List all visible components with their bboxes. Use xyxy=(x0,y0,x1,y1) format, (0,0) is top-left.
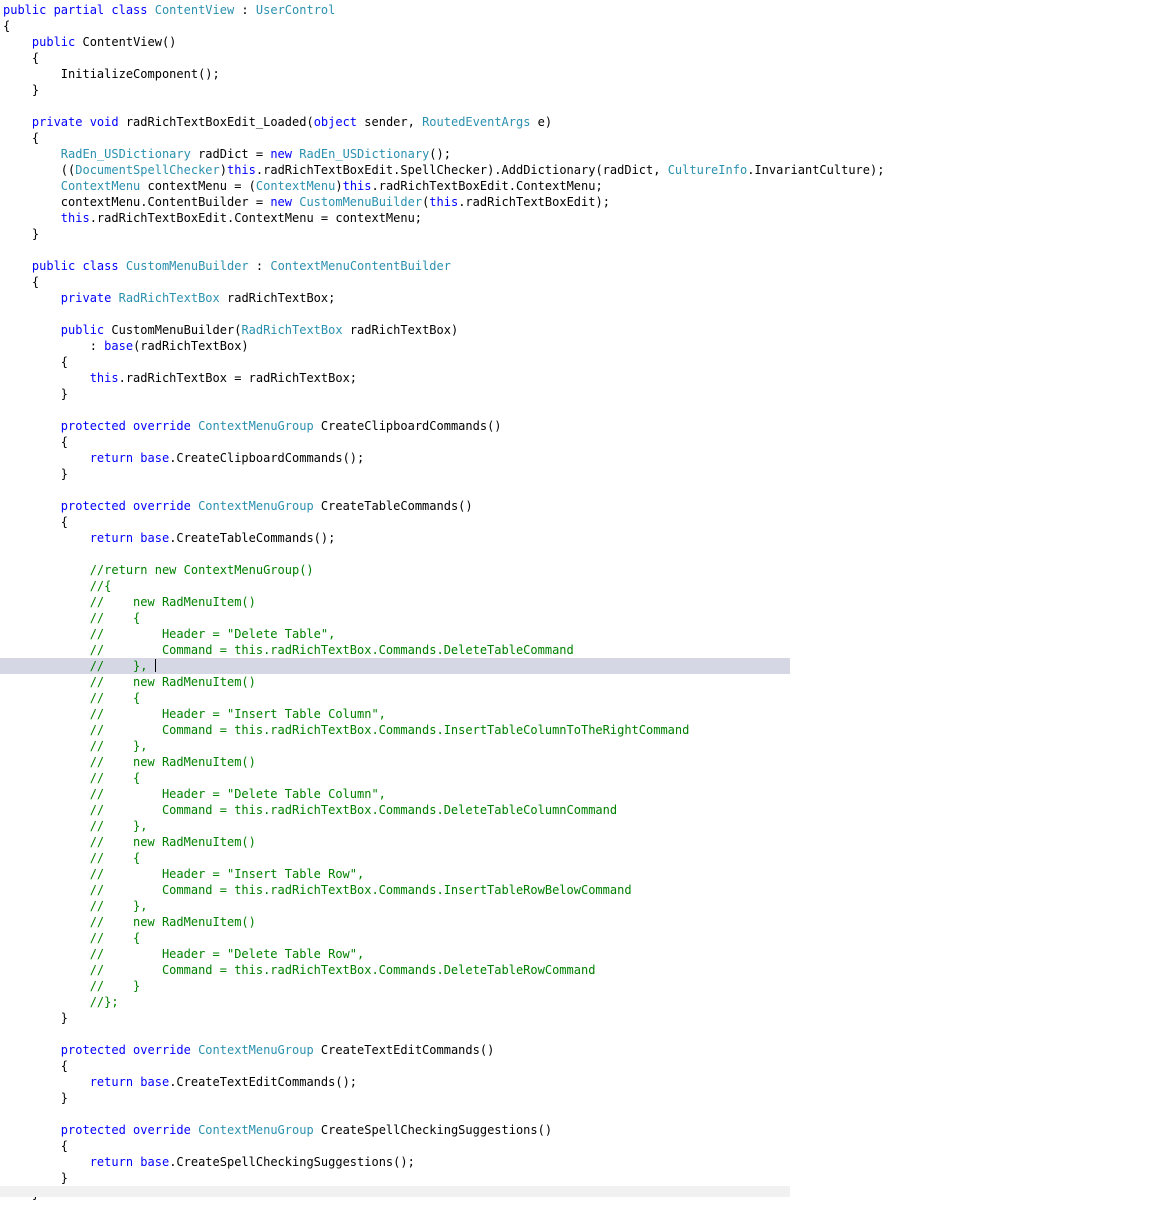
code-token: .radRichTextBoxEdit.ContextMenu; xyxy=(371,179,603,193)
code-token xyxy=(3,1123,61,1137)
code-token xyxy=(3,147,61,161)
code-token: protected override xyxy=(60,419,191,433)
code-token: // new RadMenuItem() xyxy=(3,755,256,769)
code-token xyxy=(3,371,90,385)
code-token: sender, xyxy=(357,115,423,129)
code-token: radDict = xyxy=(190,147,271,161)
code-line[interactable] xyxy=(0,1138,790,1154)
code-token xyxy=(3,35,32,49)
code-line[interactable] xyxy=(0,562,790,578)
code-token: .CreateClipboardCommands(); xyxy=(169,451,365,465)
code-token: // { xyxy=(3,931,141,945)
code-token: // }, xyxy=(3,819,148,833)
code-token: // new RadMenuItem() xyxy=(3,595,256,609)
code-token: } xyxy=(3,1171,69,1185)
code-token: .radRichTextBoxEdit); xyxy=(458,195,610,209)
code-line[interactable] xyxy=(0,994,790,1010)
code-token: this xyxy=(60,211,90,225)
code-line[interactable] xyxy=(0,466,790,482)
code-token: //return new ContextMenuGroup() xyxy=(3,563,314,577)
code-token: } xyxy=(3,83,40,97)
code-line[interactable] xyxy=(0,18,790,34)
code-token: // new RadMenuItem() xyxy=(3,675,256,689)
code-line[interactable] xyxy=(0,882,790,898)
code-token xyxy=(3,419,61,433)
code-token: } xyxy=(3,1091,69,1105)
code-line[interactable] xyxy=(0,898,790,914)
code-line[interactable] xyxy=(0,178,790,194)
code-token xyxy=(191,1123,198,1137)
code-token: CreateTableCommands() xyxy=(313,499,473,513)
code-token xyxy=(3,323,61,337)
code-token: // new RadMenuItem() xyxy=(3,835,256,849)
code-line[interactable] xyxy=(0,482,790,498)
code-line[interactable] xyxy=(0,194,790,210)
code-token xyxy=(3,115,32,129)
code-token: // { xyxy=(3,851,141,865)
code-token: CustomMenuBuilder xyxy=(125,259,249,273)
code-token xyxy=(3,1043,61,1057)
code-token: ContextMenuGroup xyxy=(198,499,314,513)
code-line[interactable] xyxy=(0,834,790,850)
code-token: //{ xyxy=(3,579,112,593)
code-token: protected override xyxy=(60,1123,191,1137)
code-token: CreateTextEditCommands() xyxy=(313,1043,495,1057)
code-token xyxy=(3,1155,90,1169)
code-token: // Command = this.radRichTextBox.Commands.DeleteTableRowCommand xyxy=(3,963,596,977)
code-token: // }, xyxy=(3,739,148,753)
code-token: public xyxy=(60,323,105,337)
code-line[interactable] xyxy=(0,34,790,50)
code-line[interactable] xyxy=(0,322,790,338)
code-line[interactable] xyxy=(0,1170,790,1186)
code-line[interactable] xyxy=(0,770,790,786)
code-line[interactable] xyxy=(0,642,790,658)
code-token xyxy=(191,419,198,433)
code-token: (); xyxy=(429,147,451,161)
code-token xyxy=(3,211,61,225)
code-token: radRichTextBoxEdit_Loaded( xyxy=(118,115,314,129)
code-token: InitializeComponent(); xyxy=(3,67,220,81)
code-line[interactable] xyxy=(0,258,790,274)
code-line[interactable] xyxy=(0,514,790,530)
code-token: ) xyxy=(219,163,227,177)
code-line[interactable] xyxy=(0,450,790,466)
code-line[interactable] xyxy=(0,114,790,130)
code-token: new xyxy=(270,147,293,161)
code-line[interactable] xyxy=(0,914,790,930)
code-token: .CreateSpellCheckingSuggestions(); xyxy=(169,1155,415,1169)
code-token: object xyxy=(313,115,358,129)
code-token: // }, xyxy=(3,659,155,673)
code-line[interactable] xyxy=(0,930,790,946)
code-token: // { xyxy=(3,691,141,705)
code-line[interactable] xyxy=(0,738,790,754)
code-line[interactable] xyxy=(0,98,790,114)
code-line[interactable] xyxy=(0,226,790,242)
code-token xyxy=(3,499,61,513)
code-token: return base xyxy=(89,1075,170,1089)
code-token: } xyxy=(3,467,69,481)
code-token: return base xyxy=(89,1155,170,1169)
code-line[interactable] xyxy=(0,2,790,18)
code-token xyxy=(3,1075,90,1089)
code-token: .radRichTextBoxEdit.SpellChecker).AddDictionary(radDict, xyxy=(255,163,668,177)
code-line[interactable] xyxy=(0,1090,790,1106)
code-line[interactable] xyxy=(0,594,790,610)
code-line[interactable] xyxy=(0,610,790,626)
code-line[interactable] xyxy=(0,1122,790,1138)
code-line[interactable] xyxy=(0,530,790,546)
code-token: // { xyxy=(3,611,141,625)
code-token xyxy=(3,291,61,305)
code-line[interactable] xyxy=(0,386,790,402)
code-line[interactable] xyxy=(0,722,790,738)
code-line[interactable] xyxy=(0,306,790,322)
code-token: // } xyxy=(3,979,141,993)
code-line[interactable] xyxy=(0,402,790,418)
code-line[interactable] xyxy=(0,242,790,258)
code-token xyxy=(191,1043,198,1057)
code-token: this xyxy=(89,371,119,385)
code-token: this xyxy=(226,163,256,177)
code-token: CultureInfo xyxy=(667,163,748,177)
code-token: CustomMenuBuilder( xyxy=(104,323,242,337)
code-line[interactable] xyxy=(0,978,790,994)
code-token: ContentView xyxy=(154,3,235,17)
code-token: e) xyxy=(530,115,553,129)
code-token: ContextMenuGroup xyxy=(198,419,314,433)
code-token: // Header = "Delete Table Row", xyxy=(3,947,365,961)
code-token: RadEn_USDictionary xyxy=(299,147,430,161)
code-token: return base xyxy=(89,451,170,465)
code-line[interactable] xyxy=(0,850,790,866)
code-token: { xyxy=(3,19,11,33)
code-token: ContextMenuGroup xyxy=(198,1043,314,1057)
code-line[interactable] xyxy=(0,626,790,642)
code-line[interactable] xyxy=(0,370,790,386)
code-line[interactable] xyxy=(0,706,790,722)
code-token: public class xyxy=(31,259,126,273)
code-line[interactable] xyxy=(0,434,790,450)
code-token: new xyxy=(270,195,292,209)
code-token: CreateClipboardCommands() xyxy=(313,419,502,433)
code-line[interactable] xyxy=(0,578,790,594)
code-token: this xyxy=(342,179,372,193)
code-token: ContextMenu xyxy=(60,179,141,193)
code-line[interactable] xyxy=(0,498,790,514)
code-token: .CreateTextEditCommands(); xyxy=(169,1075,358,1089)
code-line[interactable] xyxy=(0,1042,790,1058)
code-line[interactable] xyxy=(0,1074,790,1090)
code-token: // Command = this.radRichTextBox.Commands.DeleteTableColumnCommand xyxy=(3,803,618,817)
code-line[interactable] xyxy=(0,1026,790,1042)
code-token: (( xyxy=(3,163,76,177)
code-token: (radRichTextBox) xyxy=(133,339,249,353)
code-token: // }, xyxy=(3,899,148,913)
code-token: ) xyxy=(335,179,343,193)
code-token: CreateSpellCheckingSuggestions() xyxy=(313,1123,553,1137)
code-token: UserControl xyxy=(255,3,336,17)
code-token: : xyxy=(248,259,271,273)
code-token: //}; xyxy=(3,995,119,1009)
code-token: // Command = this.radRichTextBox.Commands.InsertTableColumnToTheRightCommand xyxy=(3,723,690,737)
code-line-current[interactable] xyxy=(0,658,790,674)
code-token: // Command = this.radRichTextBox.Commands.InsertTableRowBelowCommand xyxy=(3,883,632,897)
code-token: .radRichTextBoxEdit.ContextMenu = contextMenu; xyxy=(89,211,423,225)
code-token: { xyxy=(3,1139,69,1153)
code-line[interactable] xyxy=(0,690,790,706)
code-token: DocumentSpellChecker xyxy=(75,163,220,177)
code-token: } xyxy=(3,387,69,401)
code-token: ContextMenuGroup xyxy=(198,1123,314,1137)
code-token xyxy=(3,531,90,545)
code-token: { xyxy=(3,355,69,369)
code-token: radRichTextBox; xyxy=(219,291,336,305)
code-line[interactable] xyxy=(0,818,790,834)
code-token: radRichTextBox) xyxy=(342,323,459,337)
code-token: // Command = this.radRichTextBox.Commands.DeleteTableCommand xyxy=(3,643,574,657)
code-token: : xyxy=(3,339,105,353)
code-token: { xyxy=(3,275,40,289)
code-token: base xyxy=(104,339,134,353)
code-token: RadRichTextBox xyxy=(241,323,343,337)
code-line[interactable] xyxy=(0,354,790,370)
code-token: { xyxy=(3,515,69,529)
code-token xyxy=(3,179,61,193)
code-token xyxy=(3,451,90,465)
code-token: } xyxy=(3,1011,69,1025)
code-token: .CreateTableCommands(); xyxy=(169,531,336,545)
code-token: ContextMenu xyxy=(255,179,336,193)
text-caret xyxy=(155,659,156,672)
code-line[interactable] xyxy=(0,130,790,146)
code-token: contextMenu.ContentBuilder = xyxy=(3,195,271,209)
code-line[interactable] xyxy=(0,754,790,770)
code-token: this xyxy=(429,195,459,209)
code-line[interactable] xyxy=(0,162,885,178)
code-token: } xyxy=(3,227,40,241)
code-token: { xyxy=(3,435,69,449)
code-token: { xyxy=(3,51,40,65)
code-line[interactable] xyxy=(0,338,790,354)
code-line[interactable] xyxy=(0,674,790,690)
code-token: RadEn_USDictionary xyxy=(60,147,191,161)
code-token: .radRichTextBox = radRichTextBox; xyxy=(118,371,358,385)
code-line[interactable] xyxy=(0,290,790,306)
code-token: .InvariantCulture); xyxy=(747,163,885,177)
code-line[interactable] xyxy=(0,546,790,562)
code-line[interactable] xyxy=(0,1106,790,1122)
code-token: { xyxy=(3,1059,69,1073)
code-line[interactable] xyxy=(0,946,790,962)
code-line[interactable] xyxy=(0,274,790,290)
code-token xyxy=(191,499,198,513)
code-token xyxy=(111,291,118,305)
code-token: // Header = "Delete Table", xyxy=(3,627,336,641)
code-token: RoutedEventArgs xyxy=(422,115,531,129)
code-token: ContextMenuContentBuilder xyxy=(270,259,451,273)
code-token: private xyxy=(60,291,112,305)
code-token: ( xyxy=(422,195,430,209)
code-token: // Header = "Insert Table Row", xyxy=(3,867,365,881)
code-line[interactable] xyxy=(0,82,790,98)
code-token: public partial class xyxy=(3,3,155,17)
code-line[interactable] xyxy=(0,50,790,66)
code-line[interactable] xyxy=(0,786,790,802)
code-line[interactable] xyxy=(0,146,790,162)
code-token: public xyxy=(31,35,76,49)
code-line[interactable] xyxy=(0,1154,790,1170)
code-line[interactable] xyxy=(0,1058,790,1074)
code-token: RadRichTextBox xyxy=(118,291,220,305)
code-token: ContentView() xyxy=(75,35,177,49)
code-token: // new RadMenuItem() xyxy=(3,915,256,929)
code-token: : xyxy=(234,3,256,17)
code-token: CustomMenuBuilder xyxy=(299,195,423,209)
code-line[interactable] xyxy=(0,1010,790,1026)
code-line[interactable] xyxy=(0,66,790,82)
code-token: // Header = "Insert Table Column", xyxy=(3,707,386,721)
code-line[interactable] xyxy=(0,418,790,434)
code-line[interactable] xyxy=(0,210,790,226)
code-line[interactable] xyxy=(0,802,790,818)
code-token: { xyxy=(3,131,40,145)
code-token: return base xyxy=(89,531,170,545)
code-token: contextMenu = ( xyxy=(140,179,256,193)
horizontal-scrollbar[interactable] xyxy=(0,1186,790,1197)
code-token: protected override xyxy=(60,499,191,513)
code-token: // Header = "Delete Table Column", xyxy=(3,787,386,801)
code-token xyxy=(3,259,32,273)
code-line[interactable] xyxy=(0,962,790,978)
code-line[interactable] xyxy=(0,866,790,882)
code-token: protected override xyxy=(60,1043,191,1057)
code-token: // { xyxy=(3,771,141,785)
code-token: private void xyxy=(31,115,119,129)
